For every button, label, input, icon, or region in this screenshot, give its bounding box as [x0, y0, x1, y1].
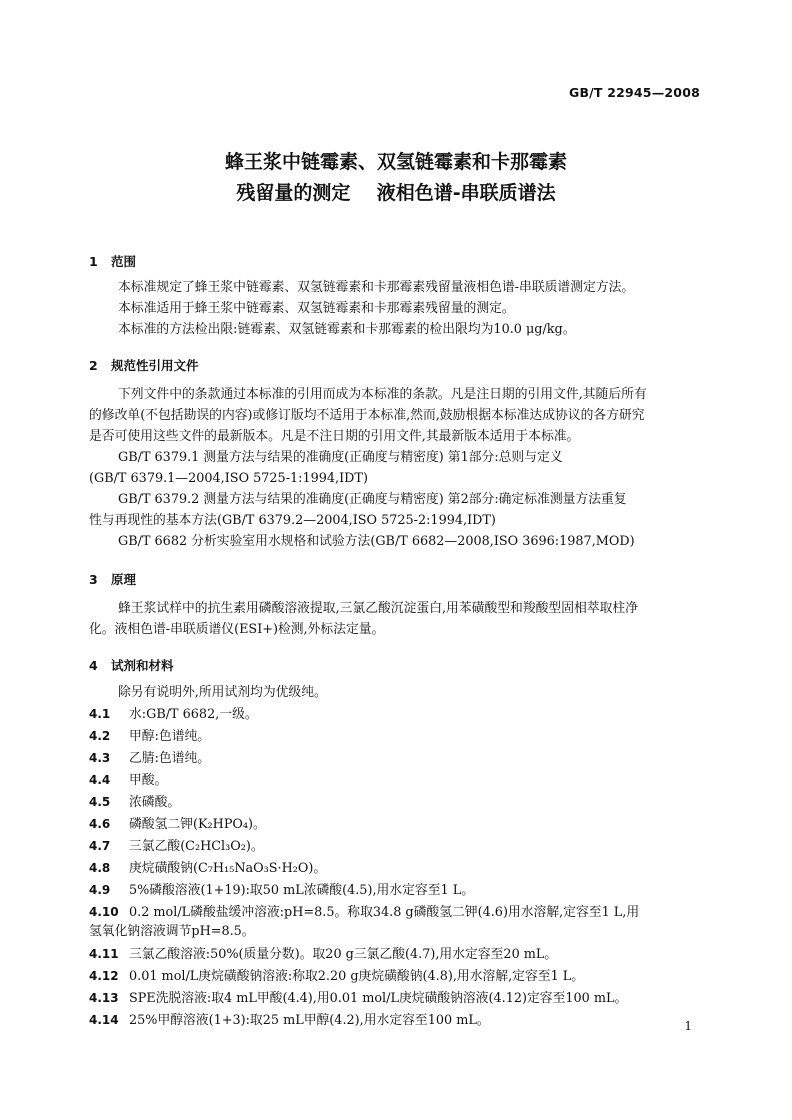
item-number: 4.13 [89, 991, 119, 1005]
section-number: 2 [89, 358, 98, 373]
paragraph: 下列文件中的条款通过本标准的引用而成为本标准的条款。凡是注日期的引用文件,其随后所有 [118, 387, 647, 402]
reagent-item [89, 836, 264, 857]
paragraph: 蜂王浆试样中的抗生素用磷酸溶液提取,三氯乙酸沉淀蛋白,用苯磺酸型和羧酸型固相萃取柱净 [118, 601, 639, 616]
section-number: 4 [89, 658, 98, 673]
section-number: 3 [89, 572, 98, 587]
item-text: 浓磷酸。 [129, 795, 181, 810]
item-number: 4.11 [89, 947, 119, 961]
item-number: 4.5 [89, 795, 111, 809]
item-number: 4.3 [89, 751, 111, 765]
reagent-item [89, 792, 180, 813]
reagent-item [89, 814, 266, 835]
section-number: 1 [89, 254, 98, 269]
standard-id: GB/T 22945—2008 [568, 85, 700, 100]
section-title: 范围 [111, 254, 137, 269]
section-heading-reagents [89, 656, 174, 674]
reagent-item-cont: 氢氧化钠溶液调节pH=8.5。 [89, 924, 255, 939]
item-text: SPE洗脱溶液:取4 mL甲酸(4.4),用0.01 mol/L庚烷磺酸钠溶液(4.12)定容至100 mL。 [129, 991, 628, 1006]
reagent-item [89, 880, 474, 901]
paragraph: 是否可使用这些文件的最新版本。凡是不注日期的引用文件,其最新版本适用于本标准。 [89, 429, 580, 444]
item-number: 4.14 [89, 1013, 119, 1027]
item-text: 三氯乙酸(C₂HCl₃O₂)。 [129, 839, 264, 854]
item-text: 0.2 mol/L磷酸盐缓冲溶液:pH=8.5。称取34.8 g磷酸氢二钾(4.6)用水溶解,定容至1 L,用 [129, 905, 640, 920]
paragraph: 化。液相色谱-串联质谱仪(ESI+)检测,外标法定量。 [89, 622, 385, 637]
section-heading-principle [89, 570, 136, 588]
page-number: 1 [684, 1019, 692, 1033]
paragraph: 本标准适用于蜂王浆中链霉素、双氢链霉素和卡那霉素残留量的测定。 [118, 301, 515, 316]
reagent-item [89, 726, 210, 747]
item-number: 4.9 [89, 883, 111, 897]
paragraph: 的修改单(不包括勘误的内容)或修订版均不适用于本标准,然而,鼓励根据本标准达成协议的各方研究 [89, 408, 645, 423]
reagent-item [89, 748, 210, 769]
item-text: 水:GB/T 6682,一级。 [129, 707, 258, 722]
item-text: 5%磷酸溶液(1+19):取50 mL浓磷酸(4.5),用水定容至1 L。 [129, 883, 474, 898]
item-number: 4.12 [89, 969, 119, 983]
reagent-item [89, 944, 557, 965]
reagent-item [89, 1010, 490, 1031]
section-title: 原理 [111, 572, 137, 587]
item-text: 25%甲醇溶液(1+3):取25 mL甲醇(4.2),用水定容至100 mL。 [129, 1013, 490, 1028]
item-text: 磷酸氢二钾(K₂HPO₄)。 [129, 817, 266, 832]
item-text: 乙腈:色谱纯。 [129, 751, 211, 766]
item-number: 4.10 [89, 905, 119, 919]
reagent-item [89, 988, 627, 1009]
item-number: 4.2 [89, 729, 111, 743]
reference-entry: GB/T 6379.1 测量方法与结果的准确度(正确度与精密度) 第1部分:总则与定义 [118, 450, 563, 465]
reagent-item [89, 858, 326, 879]
reference-entry: GB/T 6379.2 测量方法与结果的准确度(正确度与精密度) 第2部分:确定标准测量方法重复 [118, 492, 627, 507]
reagent-item [89, 902, 639, 923]
paragraph: 本标准规定了蜂王浆中链霉素、双氢链霉素和卡那霉素残留量液相色谱-串联质谱测定方法。 [118, 280, 635, 295]
item-number: 4.1 [89, 707, 111, 721]
section-heading-normative-references [89, 356, 199, 374]
item-text: 甲醇:色谱纯。 [129, 729, 211, 744]
item-text: 0.01 mol/L庚烷磺酸钠溶液:称取2.20 g庚烷磺酸钠(4.8),用水溶解,定容至1 L。 [129, 969, 585, 984]
item-number: 4.8 [89, 861, 111, 875]
reagent-item [89, 704, 258, 725]
reagent-item [89, 966, 584, 987]
item-text: 甲酸。 [129, 773, 168, 788]
paragraph: 除另有说明外,所用试剂均为优级纯。 [118, 685, 327, 700]
document-title-line2: 残留量的测定 液相色谱-串联质谱法 [236, 182, 556, 204]
reagent-item [89, 770, 167, 791]
document-title-line1: 蜂王浆中链霉素、双氢链霉素和卡那霉素 [224, 151, 567, 173]
paragraph: 本标准的方法检出限:链霉素、双氢链霉素和卡那霉素的检出限均为10.0 μg/kg。 [118, 322, 576, 337]
section-title: 规范性引用文件 [111, 358, 199, 373]
item-text: 三氯乙酸溶液:50%(质量分数)。取20 g三氯乙酸(4.7),用水定容至20 mL。 [129, 947, 558, 962]
reference-entry: GB/T 6682 分析实验室用水规格和试验方法(GB/T 6682—2008,ISO 3696:1987,MOD) [118, 534, 635, 549]
section-title: 试剂和材料 [111, 658, 174, 673]
section-heading-scope [89, 252, 136, 270]
reference-entry-cont: (GB/T 6379.1—2004,ISO 5725-1:1994,IDT) [89, 471, 368, 486]
reference-entry-cont: 性与再现性的基本方法(GB/T 6379.2—2004,ISO 5725-2:1994,IDT) [89, 513, 496, 528]
item-text: 庚烷磺酸钠(C₇H₁₅NaO₃S·H₂O)。 [129, 861, 327, 876]
item-number: 4.4 [89, 773, 111, 787]
item-number: 4.6 [89, 817, 111, 831]
item-number: 4.7 [89, 839, 111, 853]
